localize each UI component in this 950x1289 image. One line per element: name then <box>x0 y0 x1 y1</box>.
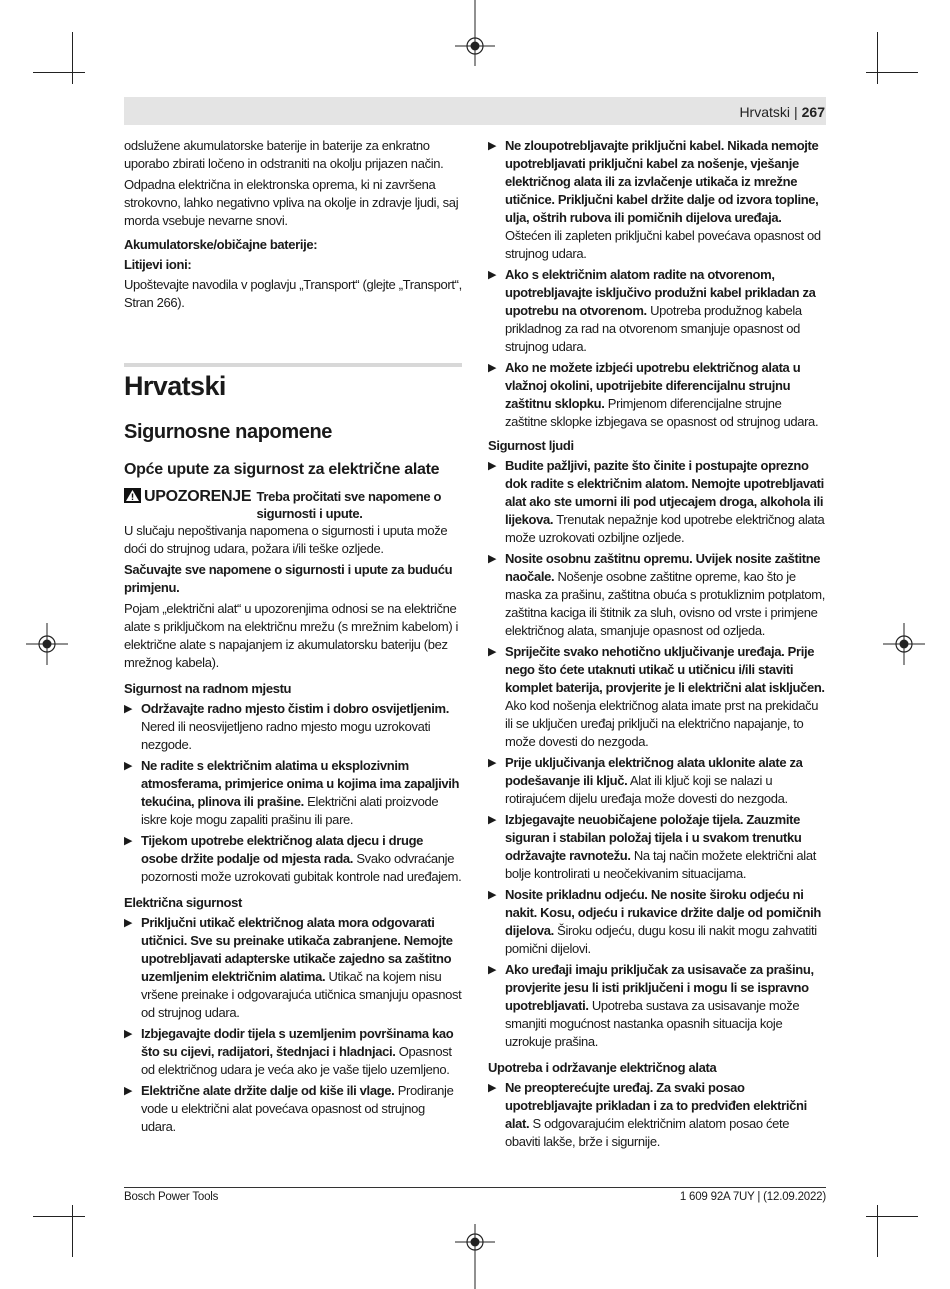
bullet-arrow-icon: ▶ <box>488 889 497 901</box>
bullet-normal: Električni alati proizvode iskre koje mogu zapaliti prašinu ili pare. <box>141 794 439 827</box>
crop-mark <box>33 72 85 73</box>
bullet-bold: Električne alate držite dalje od kiše ili vlage. <box>141 1083 395 1098</box>
section-divider <box>124 363 462 367</box>
warning-word: UPOZORENJE <box>144 488 252 505</box>
bullet-normal: Utikač na kojem nisu vršene preinake i odgovarajuća utičnica smanjuju opasnost od strujnog udara. <box>141 969 462 1020</box>
bullet-normal: Nered ili neosvijetljeno radno mjesto mogu uzrokovati nezgode. <box>141 719 431 752</box>
footer-left: Bosch Power Tools <box>124 1191 219 1203</box>
work-area-list <box>124 700 462 886</box>
bullet-arrow-icon: ▶ <box>488 553 497 565</box>
right-main-block <box>488 137 826 1154</box>
bullet-bold: Nosite prikladnu odjeću. Ne nosite široku odjeću ni nakit. Kosu, odjeću i rukavice držite dalje od pomičnih dijelova. <box>505 887 821 938</box>
left-main-block <box>124 522 462 1139</box>
bullet-item <box>124 757 462 829</box>
bullet-text <box>141 1082 462 1136</box>
bullet-arrow-icon: ▶ <box>124 1028 133 1040</box>
crop-mark <box>866 1216 918 1217</box>
bullet-normal: Ako kod nošenja električnog alata imate prst na prekidaču ili se uključen uređaj priključi na električno napajanje, to može dovesti do nezgoda. <box>505 698 819 749</box>
bullet-bold: Održavajte radno mjesto čistim i dobro osvijetljenim. <box>141 701 449 716</box>
people-safety-list <box>488 457 826 1051</box>
bullet-item <box>488 754 826 808</box>
bullet-normal: Nošenje osobne zaštitne opreme, kao što je maska za prašinu, zaštitna obuća s protukliznim potplatom, zaštitna kaciga ili štitnik za sluh, ovisno od vrste i primjene električnog alata, smanjuje opasnost od ozljeda. <box>505 569 826 638</box>
bullet-normal: Upotreba sustava za usisavanje može smanjiti mogućnost nastanka opasnih situacija koje uzrokuje prašina. <box>505 998 800 1049</box>
paragraph: odslužene akumulatorske baterije in baterije za enkratno uporabo zbirati ločeno in odstraniti na okolju prijazen način. <box>124 138 444 171</box>
crop-mark <box>866 72 918 73</box>
bullet-item <box>488 137 826 263</box>
bullet-normal: S odgovarajućim električnim alatom posao ćete obaviti lakše, brže i sigurnije. <box>505 1116 790 1149</box>
bullet-bold: Spriječite svako nehotično uključivanje uređaja. Prije nego što ćete utaknuti utikač u utičnicu i/ili staviti komplet baterija, provjerite je li električni alat isključen. <box>505 644 825 695</box>
bullet-bold: Izbjegavajte neuobičajene položaje tijela. Zauzmite siguran i stabilan položaj tijela i u svakom trenutku održavajte ravnotežu. <box>505 812 802 863</box>
bullet-arrow-icon: ▶ <box>124 835 133 847</box>
use-heading: Upotreba i održavanje električnog alata <box>488 1060 717 1075</box>
bullet-item <box>124 914 462 1022</box>
footer-rule <box>124 1187 826 1188</box>
bullet-item <box>488 886 826 958</box>
registration-mark-icon <box>455 0 495 66</box>
bullet-arrow-icon: ▶ <box>124 760 133 772</box>
bullet-item <box>488 1079 826 1151</box>
bullet-arrow-icon: ▶ <box>124 917 133 929</box>
left-top-block <box>124 137 462 315</box>
bullet-arrow-icon: ▶ <box>488 140 497 152</box>
warning-bold-text: Treba pročitati sve napomene o sigurnosti i upute. <box>256 489 442 521</box>
bullet-bold: Budite pažljivi, pazite što činite i postupajte oprezno dok radite s električnim alatom. Nemojte upotrebljavati alat ako ste umorni ili pod utjecajem droga, alkohola ili lijekova. <box>505 458 824 527</box>
bullet-normal: Upotreba produžnog kabela prikladnog za rad na otvorenom smanjuje opasnost od strujnog udara. <box>505 303 802 354</box>
bullet-item <box>488 961 826 1051</box>
crop-mark <box>72 32 73 84</box>
bullet-text <box>505 457 826 547</box>
electrical-heading: Električna sigurnost <box>124 895 242 910</box>
subheading: Akumulatorske/običajne baterije: <box>124 237 318 252</box>
page-number: 267 <box>801 104 825 120</box>
bullet-item <box>124 700 462 754</box>
bullet-bold: Ako s električnim alatom radite na otvorenom, upotrebljavajte isključivo produžni kabel prikladan za upotrebu na otvorenom. <box>505 267 816 318</box>
bullet-bold: Ne radite s električnim alatima u eksplozivnim atmosferama, primjerice onima u kojima ima zapaljivih tekućina, plinova ili prašine. <box>141 758 460 809</box>
section-subtitle: Sigurnosne napomene <box>124 421 332 443</box>
bullet-item <box>488 359 826 431</box>
bullet-text <box>505 1079 826 1151</box>
bullet-text <box>505 550 826 640</box>
bullet-text <box>505 137 826 263</box>
page-header: Hrvatski | 267 <box>739 104 825 120</box>
bullet-arrow-icon: ▶ <box>124 703 133 715</box>
bullet-normal: Opasnost od električnog udara je veća ako je vaše tijelo uzemljeno. <box>141 1044 452 1077</box>
bullet-bold: Nosite osobnu zaštitnu opremu. Uvijek nosite zaštitne naočale. <box>505 551 821 584</box>
bullet-bold: Ako uređaji imaju priključak za usisavače za prašinu, provjerite jesu li isti priključeni i mogu li se ispravno upotrebljavati. <box>505 962 814 1013</box>
section-subsubtitle: Opće upute za sigurnost za električne alate <box>124 461 440 478</box>
bullet-arrow-icon: ▶ <box>488 964 497 976</box>
warning-block <box>124 488 462 522</box>
warning-text: U slučaju nepoštivanja napomena o sigurnosti i uputa može doći do strujnog udara, požara i/ili teške ozljede. <box>124 523 448 556</box>
crop-mark <box>72 1205 73 1257</box>
bullet-text <box>141 914 462 1022</box>
bullet-arrow-icon: ▶ <box>124 1085 133 1097</box>
bullet-bold: Ne preopterećujte uređaj. Za svaki posao upotrebljavajte prikladan i za to predviđen električni alat. <box>505 1080 807 1131</box>
bullet-bold: Tijekom upotrebe električnog alata djecu i druge osobe držite podalje od mjesta rada. <box>141 833 424 866</box>
bullet-text <box>141 757 462 829</box>
subheading: Litijevi ioni: <box>124 257 192 272</box>
paragraph: Odpadna električna in elektronska oprema, ki ni završena strokovno, lahko negativno vpliva na okolje in zdravje ljudi, saj morda vsebuje nevarne snovi. <box>124 177 459 228</box>
save-instructions: Sačuvajte sve napomene o sigurnosti i upute za buduću primjenu. <box>124 562 453 595</box>
bullet-text <box>141 1025 462 1079</box>
warning-triangle-icon <box>124 488 141 503</box>
use-list <box>488 1079 826 1151</box>
bullet-text <box>505 961 826 1051</box>
bullet-item <box>488 643 826 751</box>
registration-mark-icon <box>455 1224 495 1289</box>
bullet-normal: Oštećen ili zapleten priključni kabel povećava opasnost od strujnog udara. <box>505 228 821 261</box>
cable-safety-list <box>488 137 826 431</box>
bullet-normal: Trenutak nepažnje kod upotrebe električnog alata može uzrokovati ozbiljne ozljede. <box>505 512 825 545</box>
bullet-item <box>488 811 826 883</box>
bullet-bold: Priključni utikač električnog alata mora odgovarati utičnici. Sve su preinake utikača zabranjene. Nemojte upotrebljavati adapterske utikače zajedno sa zaštitno uzemljenim električnim alatima. <box>141 915 453 984</box>
bullet-normal: Široku odjeću, dugu kosu ili nakit mogu zahvatiti pomični dijelovi. <box>505 923 817 956</box>
bullet-arrow-icon: ▶ <box>488 460 497 472</box>
registration-mark-icon <box>883 623 925 665</box>
bullet-arrow-icon: ▶ <box>488 646 497 658</box>
bullet-text <box>505 643 826 751</box>
people-heading: Sigurnost ljudi <box>488 438 574 453</box>
intro-paragraph: Pojam „električni alat“ u upozorenjima odnosi se na električne alate s priključkom na električnu mrežu (s mrežnim kabelom) i električne alate s napajanjem iz akumulatorsku bateriju (bez mrežnog kabela). <box>124 601 459 670</box>
bullet-normal: Svako odvraćanje pozornosti može uzrokovati gubitak kontrole nad uređajem. <box>141 851 462 884</box>
bullet-item <box>124 832 462 886</box>
bullet-normal: Alat ili ključ koji se nalazi u rotirajućem dijelu uređaja može dovesti do nezgoda. <box>505 773 788 806</box>
section-title: Hrvatski <box>124 371 226 401</box>
bullet-text <box>505 811 826 883</box>
bullet-arrow-icon: ▶ <box>488 814 497 826</box>
bullet-text <box>505 754 826 808</box>
work-area-heading: Sigurnost na radnom mjestu <box>124 681 292 696</box>
bullet-bold: Ne zloupotrebljavajte priključni kabel. Nikada nemojte upotrebljavati priključni kabel za nošenje, vješanje električnog alata ili za izvlačenje utikača iz mrežne utičnice. Priključni kabel držite dalje od izvora topline, ulja, oštrih rubova ili pomičnih dijelova uređaja. <box>505 138 819 225</box>
bullet-bold: Prije uključivanja električnog alata uklonite alate za podešavanje ili ključ. <box>505 755 803 788</box>
bullet-arrow-icon: ▶ <box>488 362 497 374</box>
warning-label <box>124 488 251 505</box>
bullet-text <box>141 700 462 754</box>
header-language: Hrvatski <box>739 104 790 120</box>
registration-mark-icon <box>26 623 68 665</box>
paragraph: Upoštevajte navodila v poglavju „Transport“ (glejte „Transport“, Stran 266). <box>124 277 462 310</box>
bullet-normal: Na taj način možete električni alat bolje kontrolirati u neočekivanim situacijama. <box>505 848 816 881</box>
bullet-text <box>141 832 462 886</box>
bullet-arrow-icon: ▶ <box>488 269 497 281</box>
crop-mark <box>877 32 878 84</box>
bullet-item <box>124 1082 462 1136</box>
crop-mark <box>33 1216 85 1217</box>
crop-mark <box>877 1205 878 1257</box>
bullet-bold: Ako ne možete izbjeći upotrebu električnog alata u vlažnoj okolini, upotrijebite diferencijalnu strujnu zaštitnu sklopku. <box>505 360 801 411</box>
bullet-bold: Izbjegavajte dodir tijela s uzemljenim površinama kao što su cijevi, radijatori, štednjaci i hladnjaci. <box>141 1026 454 1059</box>
bullet-normal: Primjenom diferencijalne strujne zaštitne sklopke izbjegava se opasnost od strujnog udara. <box>505 396 819 429</box>
bullet-text <box>505 266 826 356</box>
bullet-text <box>505 359 826 431</box>
electrical-list <box>124 914 462 1136</box>
header-bar <box>124 97 826 125</box>
bullet-item <box>124 1025 462 1079</box>
bullet-item <box>488 266 826 356</box>
bullet-arrow-icon: ▶ <box>488 1082 497 1094</box>
bullet-item <box>488 550 826 640</box>
bullet-normal: Prodiranje vode u električni alat povećava opasnost od strujnog udara. <box>141 1083 454 1134</box>
bullet-arrow-icon: ▶ <box>488 757 497 769</box>
bullet-item <box>488 457 826 547</box>
bullet-text <box>505 886 826 958</box>
footer-right: 1 609 92A 7UY | (12.09.2022) <box>679 1191 826 1203</box>
